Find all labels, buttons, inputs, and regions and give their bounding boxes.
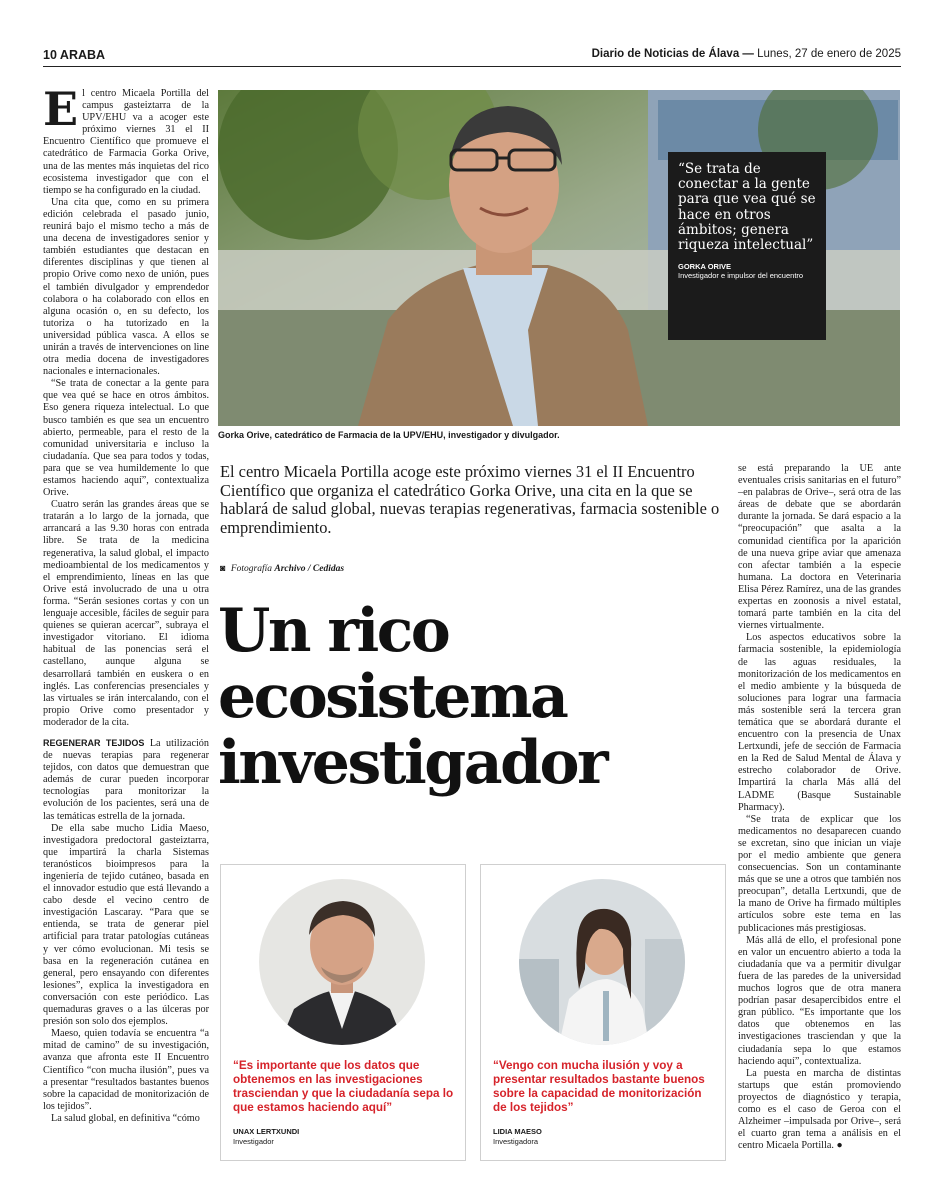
box-role-lertxundi: Investigador bbox=[233, 1137, 274, 1146]
article-lead: El centro Micaela Portilla acoge este próximo viernes 31 el II Encuentro Científico que organiza el catedrático Gorka Orive, una cita en la que se hablará de salud global, nuevas terapias regenerativas, farmacia sostenible o emprendimiento. bbox=[220, 462, 720, 537]
newspaper-name: Diario de Noticias de Álava — bbox=[591, 48, 754, 60]
left-paragraph-1: El centro Micaela Portilla del campus gasteiztarra de la UPV/EHU va a acoger este próximo viernes 31 el II Encuentro Científico que promueve el catedrático de Farmacia Gorka Orive, una de las mentes más inquietas del rico ecosistema investigador que con el tiempo se ha configurado en la ciudad. bbox=[43, 82, 209, 196]
right-paragraph-1: se está preparando la UE ante eventuales crisis sanitarias en el futuro” –en palabras de Orive–, será otra de las áreas de debate que se abordarán durante la jornada. Se dará espacio a la “preocupación” que asalta a la comunidad científica por la aparición de una nueva gripe aviar que amenaza con afectar también a la especie humana. La doctora en Veterinaria Elisa Pérez Ramírez, una de las grandes expertas en zoonosis a nivel estatal, tomará parte también en la cita del viernes virtualmente. bbox=[738, 463, 901, 632]
left-paragraph-7: Maeso, quien todavía se encuentra “a mitad de camino” de su investigación, avanza que afronta este II Encuentro Científico “con mucha ilusión”, pues va a presentar “resultados bastantes buenos sobre la capacidad de monitorización de los tejidos”. bbox=[43, 1028, 209, 1112]
subhead-regenerar: REGENERAR TEJIDOS bbox=[43, 737, 145, 748]
pull-quote-text: “Se trata de conectar a la gente para que vea qué se hace en otros ámbitos; genera riqueza intelectual” bbox=[678, 161, 816, 254]
dropcap: E bbox=[43, 82, 79, 136]
masthead-info bbox=[592, 48, 901, 60]
portrait-lertxundi bbox=[259, 879, 425, 1045]
left-paragraph-4: Cuatro serán las grandes áreas que se tratarán a lo largo de la jornada, que arrancará a las 9.30 horas con entrada libre. Se trata de la medicina regenerativa, la salud global, el impacto medioambiental de los medicamentos y el emprendimiento, líneas en las que Orive está involucrado de una u otra forma. “Serán sesiones cortas y con un lenguaje accesible, fáciles de seguir para quienes se quieran acercar”, subraya el investigador vitoriano. El idioma habitual de las ponencias será el castellano, aunque alguna se desarrollará también en euskera o en inglés. Las conferencias presenciales y las virtuales se irán intercalando, con el propio Orive como presentador y moderador de la cita. bbox=[43, 499, 209, 728]
page-header bbox=[43, 48, 901, 66]
left-paragraph-5: REGENERAR TEJIDOS La utilización de nuevas terapias para regenerar tejidos, con datos que demuestran que además de curar pueden incorporar tecnologías para monitorizar la evolución de los pacientes, será una de las temáticas estrella de la jornada. bbox=[43, 737, 209, 822]
box-quote-lertxundi: “Es importante que los datos que obtenemos en las investigaciones trasciendan y que la ciudadanía sepa lo que estamos haciendo aquí” bbox=[233, 1059, 454, 1114]
right-paragraph-3: “Se trata de explicar que los medicamentos no desaparecen cuando se excretan, sino que inician un viaje por el medio ambiente que genera consecuencias. Son un contaminante más que se une a otros que también nos preocupan”, detalla Lertxundi, que de la mano de Orive ha firmado múltiples artículos sobre este tema en las publicaciones más prestigiosas. bbox=[738, 813, 901, 934]
portrait-maeso bbox=[519, 879, 685, 1045]
left-paragraph-3: “Se trata de conectar a la gente para que vea qué se hace en otros ámbitos. Eso genera riqueza intelectual. Lo que busco también es que sea un encuentro abierto, permeable, para el resto de la comunidad universitaria e incluso la ciudadanía. Que sea para todos y todas, para que se vea humildemente lo que estamos haciendo aquí”, contextualiza Orive. bbox=[43, 378, 209, 499]
pull-quote-name: GORKA ORIVE bbox=[678, 262, 732, 272]
left-paragraph-2: Una cita que, como en su primera edición celebrada el pasado junio, reunirá bajo el mismo techo a más de una decena de investigadores senior y también estudiantes que destacan en diferentes disciplinas y que tienen al propio Orive como nexo de unión, pues el también divulgador y emprendedor colabora o ha colaborado con ellos en alguna ocasión o, en su defecto, los tutoriza o ha tutorizado en la universidad pública vasca. A ellos se unirán a través de intervenciones on line otra media docena de investigadores nacionales e internacionales. bbox=[43, 196, 209, 378]
right-paragraph-5: La puesta en marcha de distintas startups que están promoviendo proyectos de diagnóstico y terapia, como es el caso de Geroa con el Alzheimer –impulsada por Orive–, será el cuarto gran tema a análisis en el centro Micaela Portilla. ● bbox=[738, 1067, 901, 1152]
left-paragraph-6: De ella sabe mucho Lidia Maeso, investigadora predoctoral gasteiztarra, que impartirá la charla Sistemas teranósticos bioimpresos para la ingeniería de tejido cutáneo, basada en el innovador estudio que está llevando a cabo desde el vecino centro de investigación Lascaray. “Para que se entienda, se trata de generar piel artificial para tratar patologías cutáneas y ver cómo evolucionan. Mi tesis se basa en la regeneración cutánea en general, pero ensayando con diferentes lesiones”, explica la investigadora en conversación con este periódico. Las quemaduras graves o a las úlceras por presión son solo dos ejemplos. bbox=[43, 822, 209, 1028]
profile-box-maeso bbox=[480, 864, 726, 1161]
right-paragraph-4: Más allá de ello, el profesional pone en valor un encuentro abierto a toda la ciudadanía que va a permitir divulgar fuera de las paredes de la universidad muchos logros que de otra manera podrían pasar desapercibidos entre el gran público. “Es importante que los datos que obtenemos en las investigaciones trasciendan y que la ciudadanía sepa lo que estamos haciendo aquí”, contextualiza. bbox=[738, 934, 901, 1067]
section-label: 10 ARABA bbox=[43, 48, 106, 62]
right-text-column bbox=[738, 463, 901, 1152]
profile-box-lertxundi bbox=[220, 864, 466, 1161]
header-rule bbox=[43, 66, 901, 67]
photo-caption: Gorka Orive, catedrático de Farmacia de la UPV/EHU, investigador y divulgador. bbox=[218, 430, 560, 440]
right-paragraph-2: Los aspectos educativos sobre la farmacia sostenible, la epidemiología de las aguas residuales, la monitorización de los medicamentos en el medio ambiente y la búsqueda de soluciones para lograr una farmacia más sostenible será la tercera gran temática que se abordará durante el encuentro con la presencia de Unax Lertxundi, jefe de sección de Farmacia en la Red de Salud Mental de Álava y estrecho colaborador de Orive. Impartirá la charla Más allá del LADME (Basque Sustainable Pharmacy). bbox=[738, 632, 901, 813]
box-name-maeso: LIDIA MAESO bbox=[493, 1127, 542, 1136]
photo-credit bbox=[220, 563, 344, 574]
camera-icon: ◙ bbox=[220, 563, 226, 573]
box-name-lertxundi: UNAX LERTXUNDI bbox=[233, 1127, 300, 1136]
photo-credit-label: Fotografía bbox=[230, 564, 272, 574]
publication-date: Lunes, 27 de enero de 2025 bbox=[757, 48, 901, 60]
pull-quote-role: Investigador e impulsor del encuentro bbox=[678, 271, 804, 281]
box-quote-maeso: “Vengo con mucha ilusión y voy a presentar resultados bastante buenos sobre la capacidad de monitorización de los tejidos” bbox=[493, 1059, 705, 1114]
photo-credit-source: Archivo / Cedidas bbox=[274, 564, 345, 574]
headline: Un rico ecosistema investigador bbox=[218, 596, 607, 798]
left-paragraph-8: La salud global, en definitiva “cómo bbox=[51, 1112, 200, 1124]
pull-quote-box bbox=[668, 152, 826, 340]
left-text-column bbox=[43, 82, 209, 1125]
box-role-maeso: Investigadora bbox=[493, 1137, 539, 1146]
